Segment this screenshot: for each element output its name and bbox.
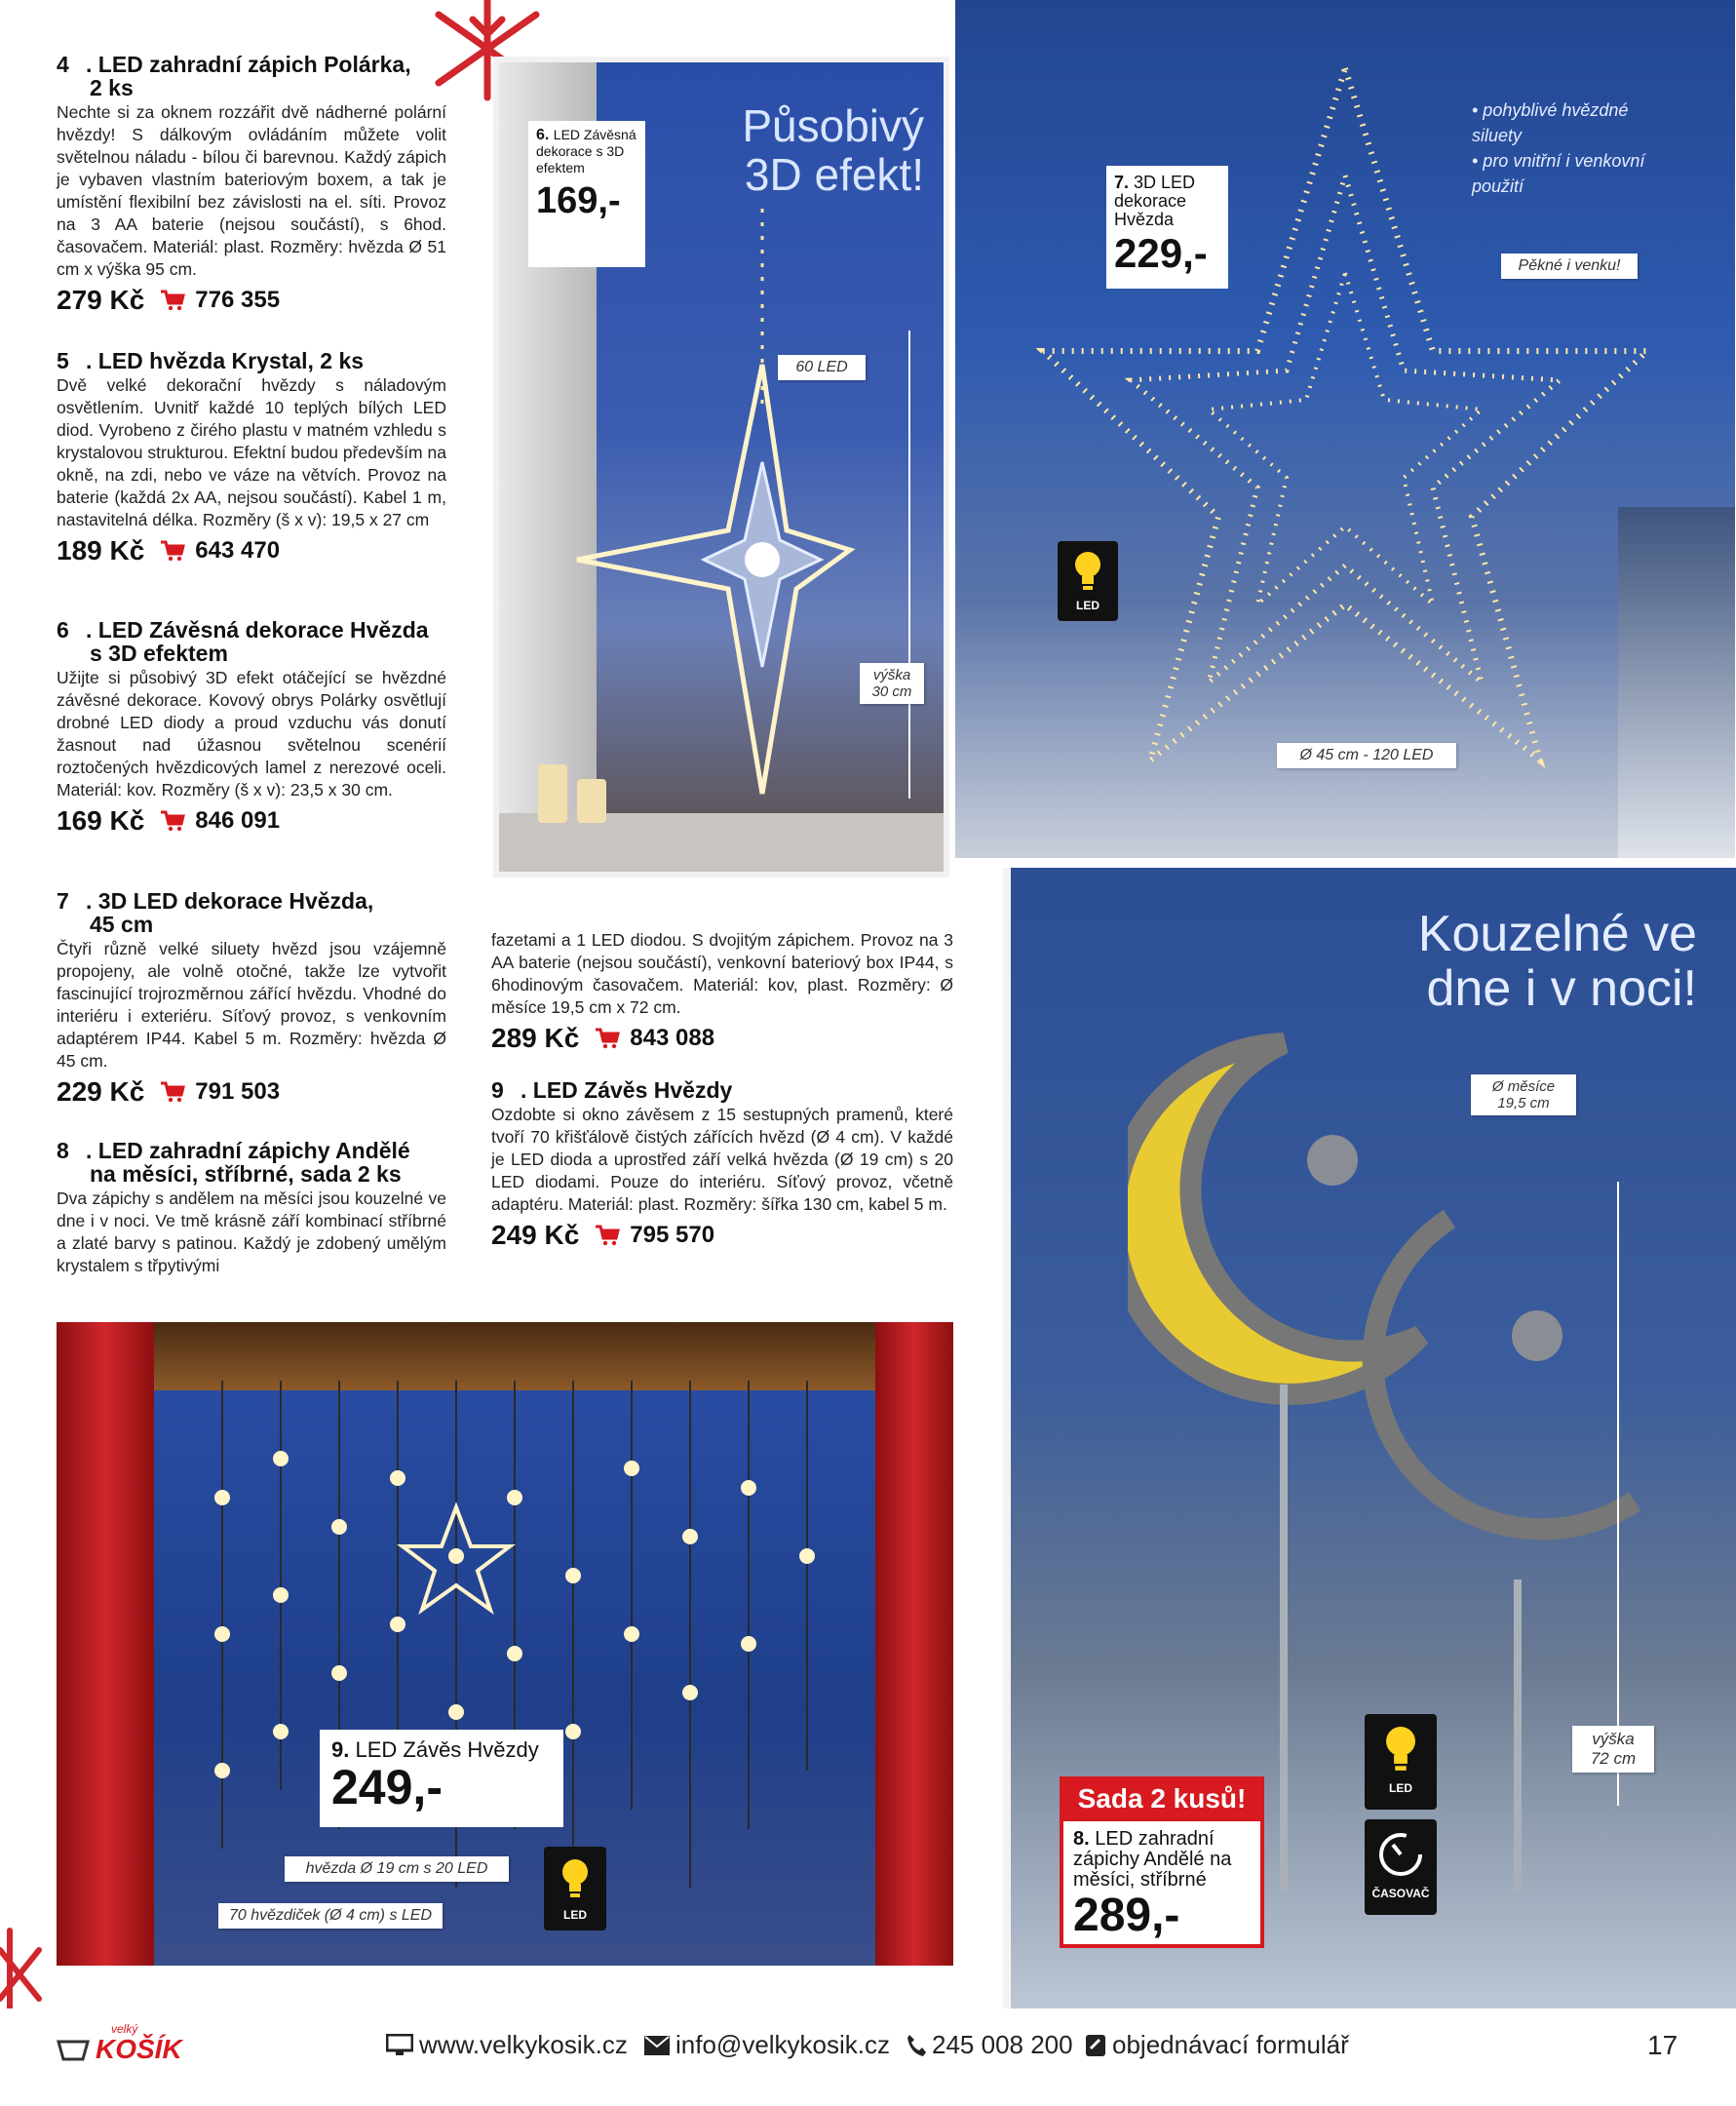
bullet-list: • pohyblivé hvězdné siluety • pro vnitřní i venkovní použití [1472, 100, 1645, 196]
product-description: Dva zápichy s andělem na měsíci jsou kouzelné ve dne i v noci. Ve tmě krásně září kombinací stříbrné a zlaté barvy s patinou. Každý je zdobený umělým krystalem s třpytivými [57, 1189, 446, 1275]
phone-icon [907, 2034, 926, 2057]
price-tag-price: 169,- [536, 180, 621, 221]
price-tag: 8. LED zahradní zápichy Andělé na měsíci, stříbrné 289,- [1060, 1821, 1264, 1948]
logo-small-text: velký [111, 2022, 138, 2036]
cart-icon[interactable] [595, 1028, 620, 1049]
monitor-icon [386, 2034, 413, 2057]
product-code: 846 091 [195, 807, 281, 834]
product-description: Nechte si za oknem rozzářit dvě nádherné polární hvězdy! S dálkovým ovládáním můžete volit světelnou náladu - bílou či barevnou. Každý zápich je vybaven vlastním bateriovým boxem, a tak je umístění flexibilní bez závislosti na el. síti. Provoz na 3 AA baterie (nejsou součástí), s 6hod. časovačem. Materiál: plast. Rozměry: hvězda Ø 51 cm x výška 95 cm. [57, 102, 446, 279]
logo-text: KOŠÍK [96, 2034, 182, 2064]
note-nice-outdoors: Pěkné i venku! [1501, 254, 1638, 279]
product-title: 4 . LED zahradní zápich Polárka, 2 ks [57, 52, 411, 100]
set-label: Sada 2 kusů! [1060, 1776, 1264, 1821]
cart-icon[interactable] [160, 810, 185, 832]
timer-badge: ČASOVAČ [1365, 1819, 1437, 1915]
cart-icon[interactable] [595, 1225, 620, 1246]
curtain-right [875, 1322, 953, 1966]
price-tag: 6. LED Závěsná dekorace s 3D efektem 169,- [528, 121, 645, 267]
product-6-photo [493, 57, 949, 878]
footer-phone[interactable]: 245 008 200 [907, 2030, 1073, 2060]
form-icon [1085, 2034, 1106, 2057]
product-description: Čtyři různě velké siluety hvězd jsou vzájemně propojeny, ale volně otočné, takže lze vytvořit fascinující trojrozměrnou zářící hvězdu. Vhodné do interiéru i exteriéru. Síťový provoz, s venkovním adaptérem IP44. Kabel 5 m. Rozměry: hvězda Ø 45 cm. [57, 939, 446, 1071]
price-tag: 9. LED Závěs Hvězdy 249,- [320, 1730, 563, 1827]
panel-headline: Působivý 3D efekt! [742, 100, 924, 200]
cart-icon[interactable] [160, 1081, 185, 1103]
footer-email[interactable]: info@velkykosik.cz [644, 2030, 890, 2060]
product-title: 9 . LED Závěs Hvězdy [491, 1077, 733, 1103]
product-8-photo [1003, 868, 1736, 2008]
callout-moon-size: Ø měsíce 19,5 cm [1471, 1074, 1576, 1115]
callout-size: Ø 45 cm - 120 LED [1277, 743, 1456, 768]
product-9-photo [57, 1322, 953, 1966]
product-description: fazetami a 1 LED diodou. S dvojitým zápichem. Provoz na 3 AA baterie (nejsou součástí), venkovní bateriový box IP44, s 6hodinovým časovačem. Materiál: kov, plast. Rozměry: Ø měsíce 19,5 cm x 72 cm. [491, 930, 953, 1017]
product-8 [57, 1139, 446, 1277]
product-7 [57, 889, 446, 1108]
product-description: Dvě velké dekorační hvězdy s náladovým osvětlením. Uvnitř každé 10 teplých bílých LED diod. Vyrobeno z čirého plastu v matném vzhledu s krystalovou strukturou. Efektní budou především na okně, na zdi, nebo ve váze na větvích. Provoz na baterie (každá 2x AA, nejsou součástí). Kabel 1 m, nastavitelná délka. Rozměry (š x v): 19,5 x 27 cm [57, 375, 446, 529]
callout-big-star: hvězda Ø 19 cm s 20 LED [285, 1856, 509, 1882]
product-code: 843 088 [630, 1025, 715, 1051]
footer [0, 2008, 1736, 2086]
product-description: Užijte si působivý 3D efekt otáčející se hvězdné závěsné dekorace. Kovový obrys Polárky osvětlují drobné LED diody a proud vzduchu vás donutí žasnout nad úžasnou světelnou scenérií roztočených hvězdicových lamel z nerezové oceli. Materiál: kov. Rozměry (š x v): 23,5 x 30 cm. [57, 668, 446, 800]
cart-icon[interactable] [160, 540, 185, 562]
product-code: 643 470 [195, 537, 281, 564]
product-price: 289 Kč [491, 1023, 580, 1053]
product-title: 7 . 3D LED dekorace Hvězda, 45 cm [57, 888, 374, 937]
product-7-photo [955, 0, 1735, 858]
hanging-star-image [558, 209, 869, 833]
product-price: 189 Kč [57, 535, 145, 566]
product-code: 791 503 [195, 1078, 281, 1105]
footer-web[interactable]: www.velkykosik.cz [386, 2030, 628, 2060]
product-description: Ozdobte si okno závěsem z 15 sestupných pramenů, které tvoří 70 křišťálově čistých zářících hvězd (Ø 4 cm). V každé je LED dioda a uprostřed září velká hvězda (Ø 19 cm) s 20 LED diodami. Pouze do interiéru. Síťový provoz, včetně adaptéru. Materiál: plast. Rozměry: šířka 130 cm, kabel 5 m. [491, 1105, 953, 1214]
price-tag: 7. 3D LED dekorace Hvězda 229,- [1106, 166, 1228, 289]
led-badge: LED [1365, 1714, 1437, 1810]
product-title: 8 . LED zahradní zápichy Andělé na měsíci, stříbrné, sada 2 ks [57, 1138, 410, 1187]
basket-icon [57, 2032, 90, 2065]
product-price: 249 Kč [491, 1220, 580, 1250]
curtain-left [57, 1322, 154, 1966]
price-tag-price: 229,- [1114, 230, 1208, 276]
candles [538, 745, 626, 823]
product-9 [491, 1078, 953, 1251]
product-4 [57, 53, 446, 316]
price-tag-price: 249,- [331, 1760, 443, 1814]
callout-led-count: 60 LED [778, 355, 866, 380]
product-5 [57, 349, 446, 566]
bulb-icon [1068, 547, 1107, 596]
product-price: 229 Kč [57, 1076, 145, 1107]
product-code: 795 570 [630, 1222, 715, 1248]
snowy-tree [1618, 507, 1735, 858]
led-badge: LED [544, 1847, 606, 1930]
cart-icon[interactable] [160, 290, 185, 311]
product-code: 776 355 [195, 287, 281, 313]
callout-height: výška 72 cm [1572, 1726, 1654, 1773]
product-title: 6 . LED Závěsná dekorace Hvězda s 3D efektem [57, 617, 429, 666]
height-arrow [908, 331, 910, 799]
height-arrow [1617, 1182, 1619, 1806]
logo[interactable] [57, 2022, 193, 2071]
envelope-icon [644, 2036, 670, 2055]
bulb-icon [556, 1852, 595, 1905]
bulb-icon [1378, 1720, 1423, 1778]
led-badge: LED [1058, 541, 1118, 621]
product-price: 279 Kč [57, 285, 145, 315]
footer-order-form[interactable]: objednávací formulář [1085, 2030, 1349, 2060]
callout-small-stars: 70 hvězdiček (Ø 4 cm) s LED [218, 1903, 443, 1929]
page-number: 17 [1647, 2030, 1678, 2060]
panel-headline: Kouzelné ve dne i v noci! [1417, 906, 1697, 1017]
price-tag-text: LED Závěs Hvězdy [355, 1737, 539, 1762]
product-title: 5 . LED hvězda Krystal, 2 ks [57, 348, 365, 373]
price-tag-text: LED zahradní zápichy Andělé na měsíci, stříbrné [1073, 1828, 1232, 1891]
product-price: 169 Kč [57, 805, 145, 836]
callout-height: výška 30 cm [860, 663, 924, 704]
price-tag-text: LED Závěsná dekorace s 3D efektem [536, 127, 637, 176]
timer-icon [1375, 1825, 1426, 1884]
product-8-continued [491, 929, 953, 1054]
star-curtain-image [164, 1381, 866, 1946]
price-tag-price: 289,- [1073, 1890, 1180, 1941]
price-tag-text: 3D LED dekorace Hvězda [1114, 173, 1196, 229]
product-6 [57, 618, 446, 837]
